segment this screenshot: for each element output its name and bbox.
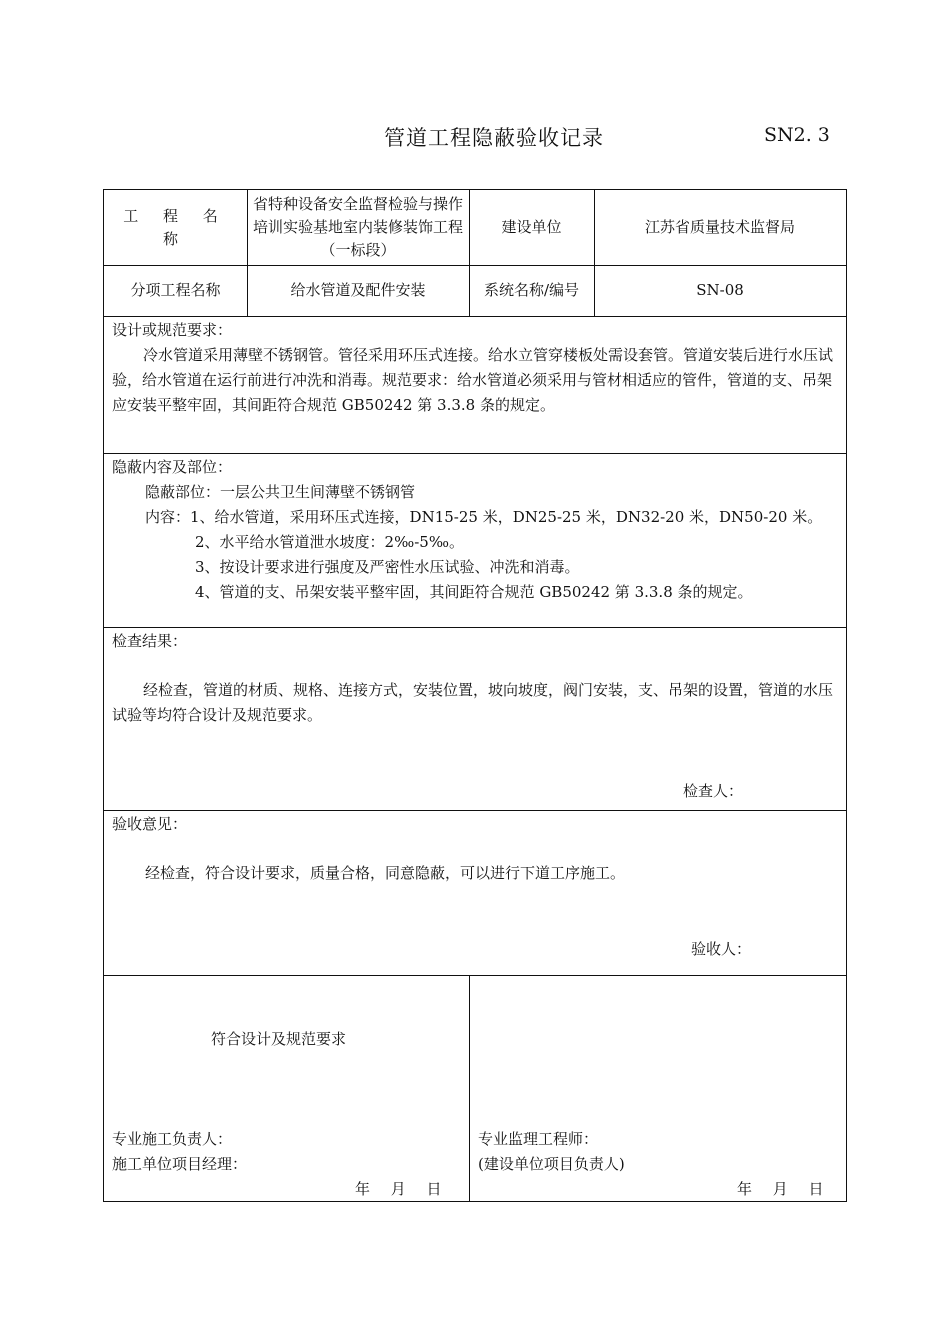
client-value: 江苏省质量技术监督局 — [644, 218, 795, 236]
construction-lead-label: 专业施工负责人： — [112, 1130, 233, 1148]
project-name-value: 省特种设备安全监督检验与操作培训实验基地室内装修装饰工程（一标段） — [252, 195, 463, 259]
system-value: SN-08 — [696, 281, 744, 299]
left-date: 年 月 日 — [355, 1180, 442, 1198]
document-title: 管道工程隐蔽验收记录 — [384, 126, 604, 150]
hidden-item-3: 3、按设计要求进行强度及严密性水压试验、冲洗和消毒。 — [195, 558, 580, 576]
row-divider — [104, 975, 846, 976]
inspector-label: 检查人： — [683, 782, 744, 800]
check-body: 经检查，管道的材质、规格、连接方式，安装位置，坡向坡度，阀门安装，支、吊架的设置，管道的水压试验等均符合设计及规范要求。 — [112, 681, 834, 724]
system-label: 系统名称/编号 — [483, 281, 580, 299]
column-divider — [469, 975, 470, 1201]
client-lead-label: (建设单位项目负责人) — [478, 1155, 625, 1173]
row-divider — [104, 316, 846, 317]
hidden-item-4: 4、管道的支、吊架安装平整牢固，其间距符合规范 GB50242 第 3.3.8 条的规定。 — [195, 583, 753, 601]
hidden-heading: 隐蔽内容及部位： — [112, 458, 233, 476]
row-divider — [104, 627, 846, 628]
client-label: 建设单位 — [501, 218, 562, 236]
hidden-item-2: 2、水平给水管道泄水坡度：2‰-5‰。 — [195, 533, 464, 551]
check-heading: 检查结果： — [112, 632, 188, 650]
inspection-form — [103, 189, 847, 1202]
hidden-location: 隐蔽部位：一层公共卫生间薄壁不锈钢管 — [145, 483, 416, 501]
row-divider — [104, 453, 846, 454]
supervisor-label: 专业监理工程师： — [478, 1130, 599, 1148]
acceptance-body: 经检查，符合设计要求，质量合格，同意隐蔽，可以进行下道工序施工。 — [145, 864, 626, 882]
sub-project-label: 分项工程名称 — [130, 281, 221, 299]
acceptance-heading: 验收意见： — [112, 815, 188, 833]
hidden-item-1: 内容：1、给水管道，采用环压式连接，DN15-25 米，DN25-25 米，DN32-20 米，DN50-20 米。 — [145, 508, 823, 526]
acceptor-label: 验收人： — [691, 940, 752, 958]
left-statement: 符合设计及规范要求 — [211, 1030, 347, 1048]
design-heading: 设计或规范要求： — [112, 321, 233, 339]
sub-project-value: 给水管道及配件安装 — [290, 281, 426, 299]
form-code: SN2. 3 — [764, 124, 830, 146]
project-name-label: 工 程 名 称 — [123, 206, 228, 248]
right-date: 年 月 日 — [737, 1180, 824, 1198]
construction-manager-label: 施工单位项目经理： — [112, 1155, 248, 1173]
row-divider — [104, 810, 846, 811]
design-body: 冷水管道采用薄壁不锈钢管。管径采用环压式连接。给水立管穿楼板处需设套管。管道安装后进行水压试验，给水管道在运行前进行冲洗和消毒。规范要求：给水管道必须采用与管材相适应的管件，管道的支、吊架应安装平整牢固，其间距符合规范 GB50242 第 3.3.8 条的规定。 — [112, 346, 834, 414]
